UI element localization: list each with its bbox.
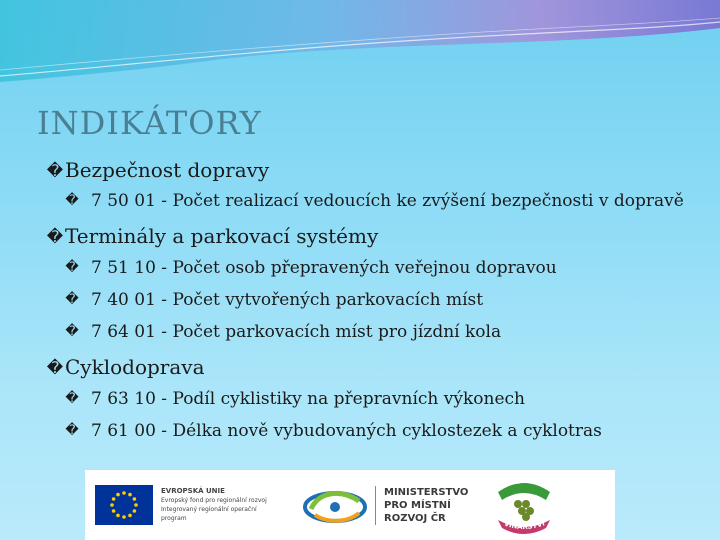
logo-banner: [85, 470, 615, 540]
bullet-icon: �: [46, 161, 64, 180]
wine-grape-icon: [486, 470, 562, 536]
list-item: � 7 40 01 - Počet vytvořených parkovacích míst: [73, 284, 705, 316]
bullet-icon: �: [65, 260, 79, 275]
bullet-icon: �: [65, 423, 79, 438]
indicator-list: [45, 155, 705, 447]
bullet-icon: �: [65, 391, 79, 406]
section-heading: �Terminály a parkovací systémy: [45, 221, 705, 252]
bullet-icon: �: [46, 358, 64, 377]
list-item: � 7 61 00 - Délka nově vybudovaných cyklostezek a cyklotras: [73, 415, 705, 447]
list-item: � 7 50 01 - Počet realizací vedoucích ke zvýšení bezpečnosti v dopravě: [65, 191, 684, 211]
ministry-logo: MINISTERSTVO PRO MÍSTNÍ ROZVOJ ČR: [301, 483, 468, 527]
svg-text:ZNOJENSKÉ: ZNOJENSKÉ: [499, 475, 549, 490]
list-item: � 7 64 01 - Počet parkovacích míst pro jízdní kola: [73, 316, 705, 348]
header-wave-decoration: [0, 0, 720, 90]
list-item: � 7 63 10 - Podíl cyklistiky na přepravních výkonech: [73, 383, 705, 415]
eu-flag-icon: [95, 485, 153, 525]
section-heading: �Bezpečnost dopravy: [45, 155, 705, 186]
bullet-icon: �: [65, 324, 79, 339]
ministry-emblem-icon: [301, 483, 369, 527]
section-heading: �Cyklodoprava: [45, 352, 705, 383]
bullet-icon: �: [65, 193, 79, 208]
page-title: INDIKÁTORY: [37, 104, 262, 142]
znojmo-wine-logo: [486, 470, 562, 540]
bullet-icon: �: [65, 292, 79, 307]
svg-text:VINAŘSTVÍ: VINAŘSTVÍ: [503, 519, 547, 532]
eu-logo: EVROPSKÁ UNIE Evropský fond pro regionální rozvoj Integrovaný regionální operační program: [95, 485, 276, 525]
bullet-icon: �: [46, 227, 64, 246]
list-item: � 7 51 10 - Počet osob přepravených veřejnou dopravou: [73, 252, 705, 284]
